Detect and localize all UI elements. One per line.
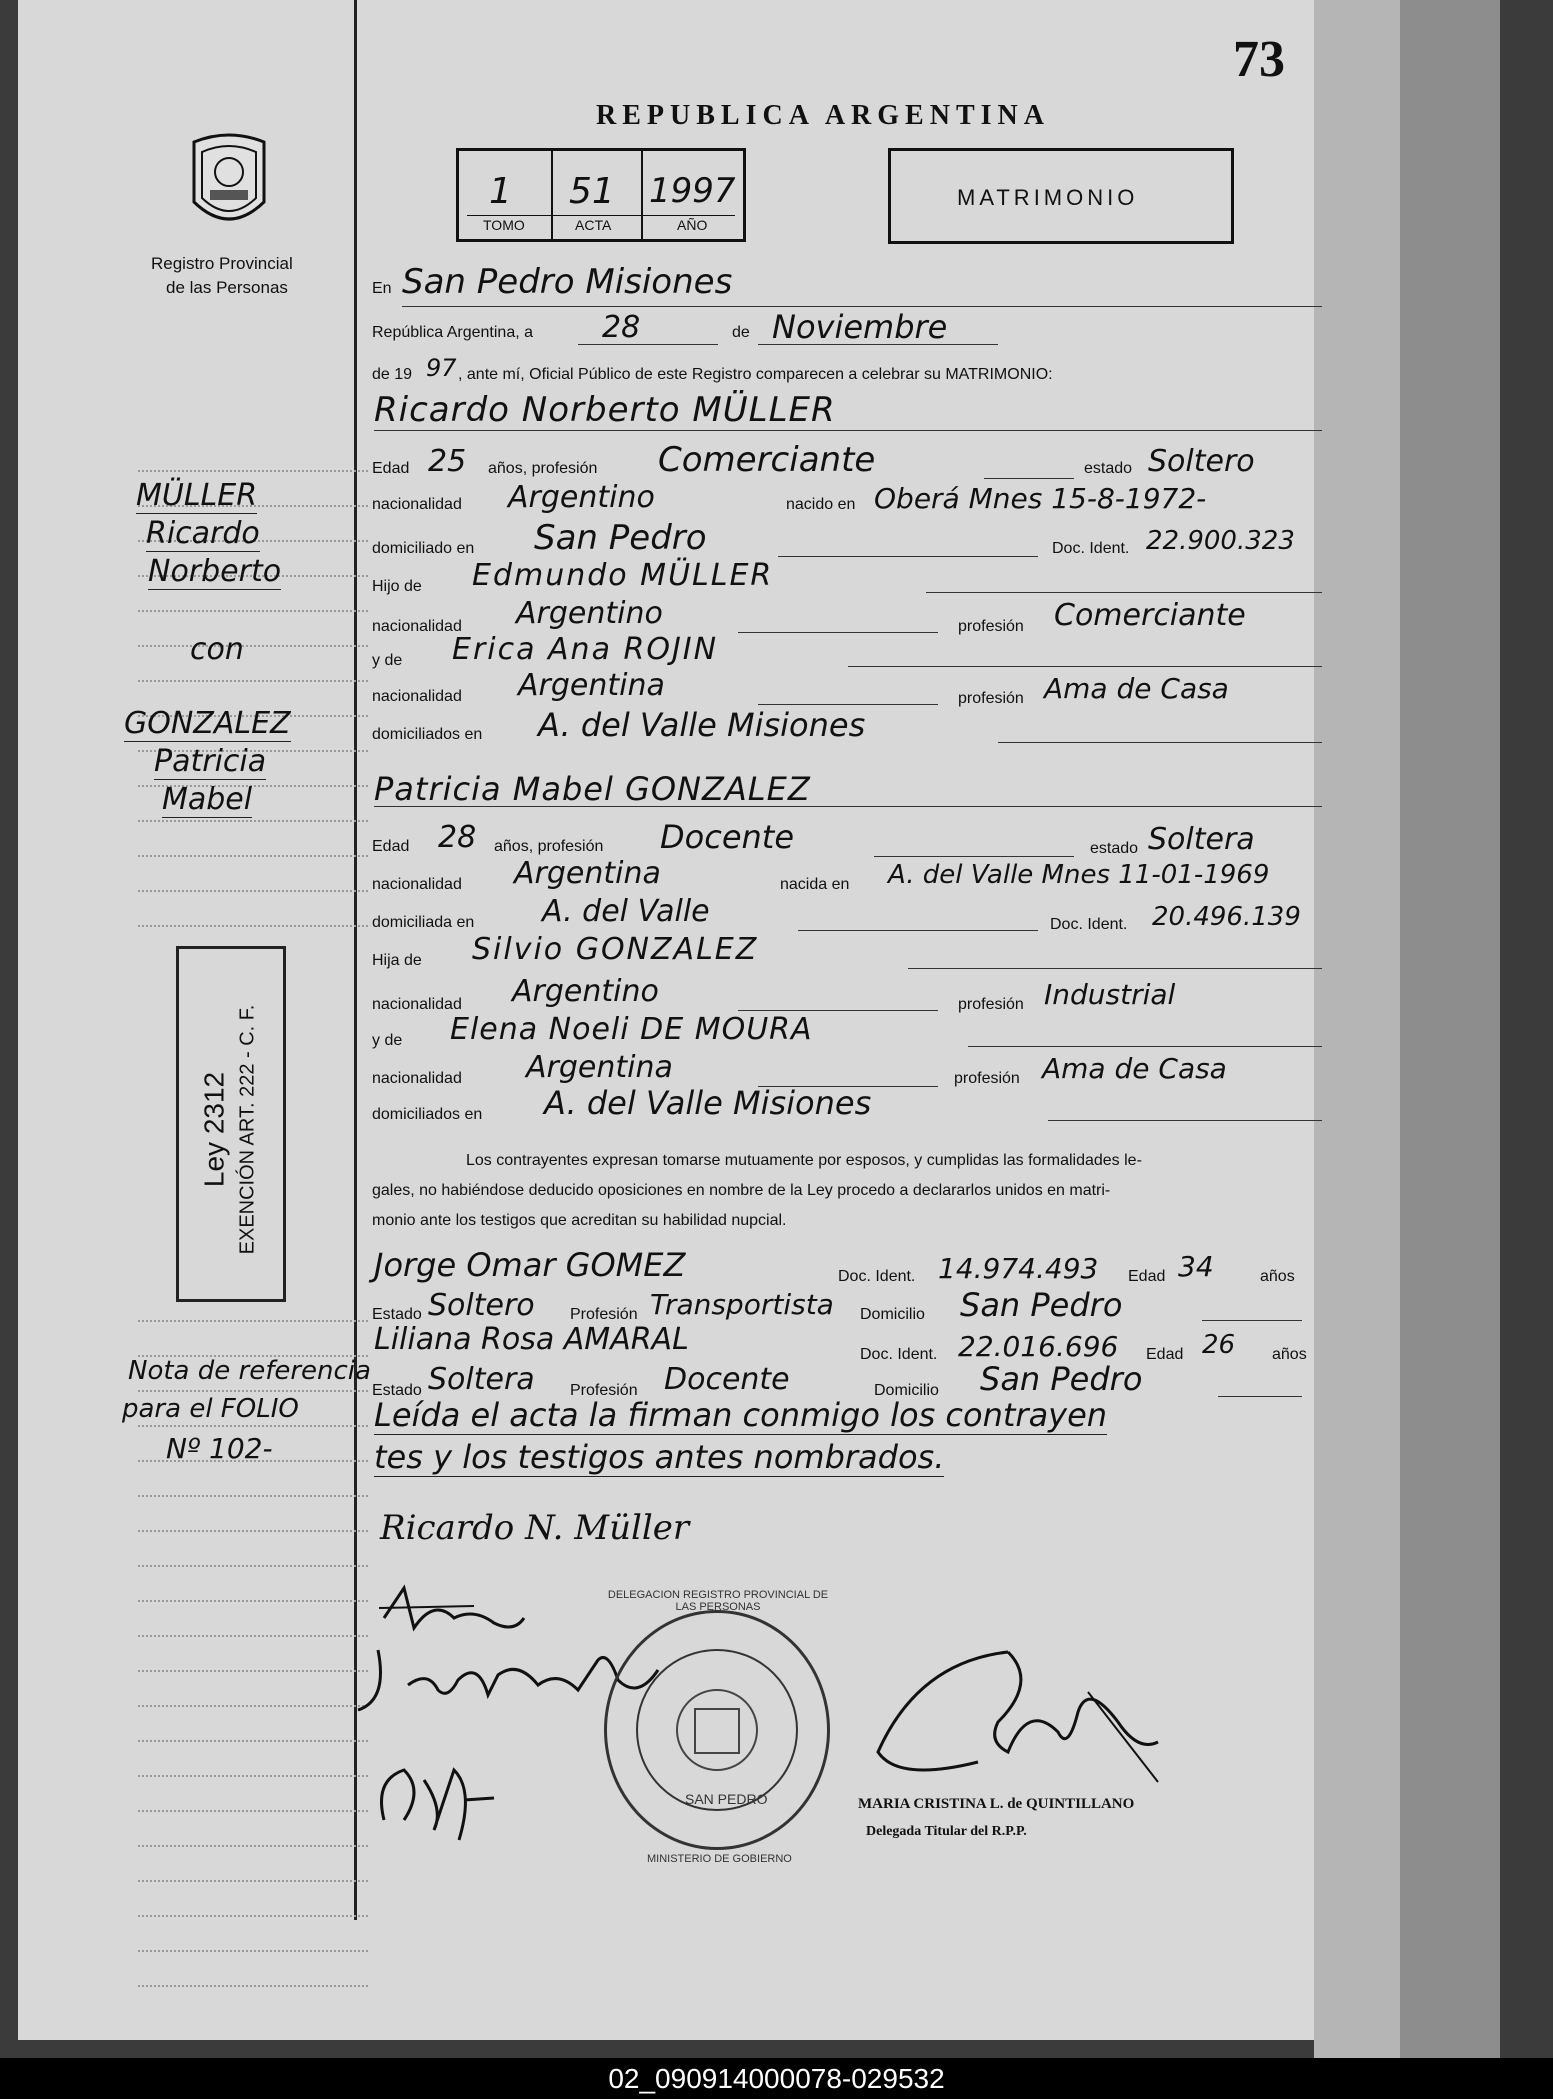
label-estado-bride: estado [1090,840,1139,857]
margin-bride-given1: Patricia [154,744,267,779]
groom-age: 25 [428,444,467,479]
bride-nationality: Argentina [514,856,661,891]
label-prof-gmother: profesión [958,690,1024,707]
act-type-label: MATRIMONIO [957,185,1139,210]
official-signature [858,1642,1168,1792]
groom-mother-nationality: Argentina [518,668,665,703]
label-profesion-w2: Profesión [570,1382,638,1399]
groom-doc: 22.900.323 [1146,526,1295,556]
witness1-doc: 14.974.493 [938,1252,1099,1285]
label-hijo-de: Hijo de [372,578,422,595]
bride-domicile: A. del Valle [542,894,710,929]
label-estado-groom: estado [1084,460,1133,477]
label-nac-gmother: nacionalidad [372,688,462,705]
label-edad-groom: Edad [372,460,410,477]
margin-line [354,0,357,1920]
groom-father: Edmundo MÜLLER [472,558,774,593]
groom-mother-profession: Ama de Casa [1044,672,1229,705]
groom-birth: Oberá Mnes 15-8-1972- [874,482,1207,515]
witness2-signature [364,1750,504,1850]
groom-name: Ricardo Norberto MÜLLER [374,390,836,430]
witness1-name: Jorge Omar GOMEZ [374,1246,686,1284]
label-edad-w2: Edad [1146,1346,1184,1363]
bride-name: Patricia Mabel GONZALEZ [374,770,811,808]
label-anos-w1: años [1260,1268,1295,1285]
margin-con: con [190,632,244,667]
record-box [456,148,746,242]
witness2-name: Liliana Rosa AMARAL [374,1322,689,1357]
witness2-doc: 22.016.696 [958,1330,1119,1363]
round-stamp-ministry: MINISTERIO DE GOBIERNO [647,1853,792,1865]
label-hija-de: Hija de [372,952,422,969]
stamp-ley: Ley 2312 [198,1071,230,1188]
groom-father-profession: Comerciante [1054,598,1246,633]
bride-parents-domicile: A. del Valle Misiones [544,1084,872,1122]
label-y-de-bride: y de [372,1032,403,1049]
label-de: de [732,324,750,341]
note-line3: Nº 102- [166,1432,273,1465]
label-nacida-en: nacida en [780,876,850,893]
round-stamp-text: DELEGACION REGISTRO PROVINCIAL DE LAS PERSONAS [607,1589,829,1613]
bride-profession: Docente [660,818,795,856]
closing-line2: tes y los testigos antes nombrados. [374,1438,945,1476]
day: 28 [602,310,641,345]
label-edad-bride: Edad [372,838,410,855]
bride-father-profession: Industrial [1044,978,1176,1011]
official-name: MARIA CRISTINA L. de QUINTILLANO [858,1796,1135,1812]
label-profesion-w1: Profesión [570,1306,638,1323]
paragraph-line1: Los contrayentes expresan tomarse mutuamente por esposos, y cumplidas las formalidades le- [466,1152,1142,1169]
label-domiciliados-bride: domiciliados en [372,1106,483,1123]
official-title: Delegada Titular del R.P.P. [866,1824,1027,1839]
paragraph-line3: monio ante los testigos que acreditan su habilidad nupcial. [372,1212,787,1229]
label-republica: República Argentina, a [372,324,533,341]
label-prof-gfather: profesión [958,618,1024,635]
label-y-de-groom: y de [372,652,403,669]
acta-label: ACTA [575,217,612,233]
bride-mother: Elena Noeli DE MOURA [450,1012,813,1047]
ano-value: 1997 [649,171,736,211]
book-edge-dark [1400,0,1500,2058]
label-nac-bmother: nacionalidad [372,1070,462,1087]
bride-doc: 20.496.139 [1152,902,1301,932]
margin-groom-given1: Ricardo [146,516,260,551]
label-domicilio-w2: Domicilio [874,1382,939,1399]
label-doc-bride: Doc. Ident. [1050,916,1128,933]
file-id-bar: 02_090914000078-029532 [0,2058,1553,2099]
label-nac-bfather: nacionalidad [372,996,462,1013]
bride-signature [374,1578,534,1648]
bride-status: Soltera [1148,822,1255,857]
margin-groom-surname: MÜLLER [136,478,258,513]
label-anos-prof-groom: años, profesión [488,460,598,477]
groom-parents-domicile: A. del Valle Misiones [538,706,866,744]
groom-signature: Ricardo N. Müller [380,1508,690,1548]
groom-mother: Erica Ana ROJIN [452,632,719,667]
month: Noviembre [772,308,948,346]
label-nac-bride: nacionalidad [372,876,462,893]
label-de19: de 19 [372,366,413,383]
closing-line1: Leída el acta la firman conmigo los contrayen [374,1396,1108,1434]
bride-mother-nationality: Argentina [526,1050,673,1085]
label-doc-w1: Doc. Ident. [838,1268,916,1285]
witness1-profession: Transportista [650,1288,834,1321]
label-estado-w2: Estado [372,1382,422,1399]
country-heading: REPUBLICA ARGENTINA [596,100,1050,131]
bride-birth: A. del Valle Mnes 11-01-1969 [888,860,1270,890]
groom-domicile: San Pedro [534,518,707,558]
witness1-status: Soltero [428,1288,535,1323]
groom-nationality: Argentino [508,480,655,515]
label-anos-w2: años [1272,1346,1307,1363]
label-doc-w2: Doc. Ident. [860,1346,938,1363]
stamp-exencion: EXENCIÓN ART. 222 - C. F. [236,1004,259,1255]
label-prof-bfather: profesión [958,996,1024,1013]
act-type-box [888,148,1234,244]
witness2-status: Soltera [428,1362,535,1397]
margin-bride-given2: Mabel [162,782,253,817]
registry-name-line1: Registro Provincial [151,254,293,273]
document-sheet [18,0,1314,2040]
folio-number: 73 [1233,31,1285,88]
witness1-age: 34 [1178,1250,1214,1283]
label-nacido-en: nacido en [786,496,856,513]
label-nacionalidad-groom: nacionalidad [372,496,462,513]
acta-value: 51 [569,171,615,212]
label-doc-groom: Doc. Ident. [1052,540,1130,557]
label-en: En [372,280,392,297]
tomo-value: 1 [489,171,512,212]
paragraph-line2: gales, no habiéndose deducido oposiciones en nombre de la Ley procedo a declararlos unidos en matri- [372,1182,1111,1199]
label-nac-gfather: nacionalidad [372,618,462,635]
year-digits: 97 [426,354,457,382]
groom-status: Soltero [1148,444,1255,479]
label-domiciliados-groom: domiciliados en [372,726,483,743]
registry-name-line2: de las Personas [166,278,288,297]
label-anos-prof-bride: años, profesión [494,838,604,855]
note-line2: para el FOLIO [122,1394,299,1424]
label-edad-w1: Edad [1128,1268,1166,1285]
bride-mother-profession: Ama de Casa [1042,1052,1227,1085]
margin-bride-surname: GONZALEZ [124,706,291,741]
round-stamp-city: SAN PEDRO [685,1791,768,1807]
note-line1: Nota de referencia [128,1356,371,1386]
bride-father: Silvio GONZALEZ [472,932,759,967]
registry-round-stamp [604,1589,830,1865]
bride-father-nationality: Argentino [512,974,659,1009]
margin-groom-given2: Norberto [148,554,282,589]
witness2-domicile: San Pedro [980,1360,1143,1398]
intro-text: , ante mí, Oficial Público de este Registro comparecen a celebrar su MATRIMONIO: [458,366,1053,383]
label-estado-w1: Estado [372,1306,422,1323]
witness2-age: 26 [1202,1330,1236,1360]
groom-father-nationality: Argentino [516,596,663,631]
label-domiciliado-groom: domiciliado en [372,540,475,557]
province-seal [186,132,272,236]
place: San Pedro Misiones [402,262,733,302]
groom-profession: Comerciante [658,440,876,480]
label-domicilio-w1: Domicilio [860,1306,925,1323]
ano-label: AÑO [677,217,708,233]
tomo-label: TOMO [483,217,525,233]
exemption-stamp [176,946,286,1302]
witness2-profession: Docente [664,1362,790,1397]
witness1-domicile: San Pedro [960,1286,1123,1324]
bride-age: 28 [438,820,477,855]
label-domiciliada-bride: domiciliada en [372,914,475,931]
label-prof-bmother: profesión [954,1070,1020,1087]
